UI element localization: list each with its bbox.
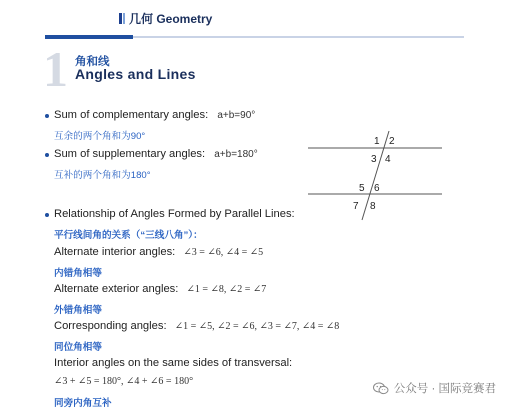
alt-interior-label: Alternate interior angles: — [54, 246, 176, 258]
complementary-label: Sum of complementary angles: — [54, 109, 209, 121]
parallel-heading-zh: 平行线间角的关系（“三线八角”）： — [54, 230, 203, 241]
corresponding-eq: ∠1 = ∠5, ∠2 = ∠6, ∠3 = ∠7, ∠4 = ∠8 — [174, 321, 340, 332]
supplementary-zh: 互补的两个角和为180° — [54, 170, 151, 181]
supplementary-line — [54, 148, 258, 160]
bullet — [45, 114, 49, 118]
angle-label-2: 2 — [389, 136, 395, 147]
interior-same-side-eq: ∠3 + ∠5 = 180°, ∠4 + ∠6 = 180° — [54, 376, 194, 387]
section-title-zh: 角和线 — [75, 56, 110, 68]
supplementary-label: Sum of supplementary angles: — [54, 148, 206, 160]
alt-interior-eq: ∠3 = ∠6, ∠4 = ∠5 — [183, 247, 264, 258]
complementary-formula: a+b=90° — [217, 110, 256, 121]
alt-interior-line — [54, 246, 263, 258]
header-rule — [133, 36, 464, 38]
angle-label-8: 8 — [370, 201, 376, 212]
complementary-line — [54, 109, 255, 121]
parallel-heading: Relationship of Angles Formed by Parallel Lines: — [54, 208, 295, 220]
header-title: 几何 Geometry — [129, 12, 213, 26]
angle-label-3: 3 — [371, 154, 377, 165]
watermark — [373, 380, 496, 396]
corresponding-zh: 同位角相等 — [54, 342, 102, 353]
corresponding-label: Corresponding angles: — [54, 320, 167, 332]
supplementary-formula: a+b=180° — [214, 149, 258, 160]
interior-same-side-zh: 同旁内角互补 — [54, 398, 112, 409]
corresponding-line — [54, 320, 339, 332]
angle-label-1: 1 — [374, 136, 380, 147]
alt-exterior-label: Alternate exterior angles: — [54, 283, 179, 295]
watermark-text: 公众号 · 国际竞赛君 — [393, 383, 496, 395]
section-title-en: Angles and Lines — [75, 66, 196, 82]
angle-label-5: 5 — [359, 183, 365, 194]
bullet — [45, 213, 49, 217]
alt-exterior-line — [54, 283, 266, 295]
interior-same-side-label: Interior angles on the same sides of transversal: — [54, 357, 293, 369]
parallel-lines-diagram — [300, 125, 460, 225]
bullet — [45, 153, 49, 157]
header-accent-bar-light — [123, 13, 125, 24]
header-accent-bar — [119, 13, 122, 24]
alt-exterior-zh: 外错角相等 — [54, 305, 102, 316]
wechat-icon — [373, 382, 389, 395]
complementary-zh: 互余的两个角和为90° — [54, 131, 146, 142]
alt-exterior-eq: ∠1 = ∠8, ∠2 = ∠7 — [186, 284, 267, 295]
angle-label-4: 4 — [385, 154, 391, 165]
alt-interior-zh: 内错角相等 — [54, 268, 102, 279]
angle-label-6: 6 — [374, 183, 380, 194]
header-rule-accent — [45, 35, 133, 39]
angle-label-7: 7 — [353, 201, 359, 212]
section-number: 1 — [43, 41, 68, 97]
